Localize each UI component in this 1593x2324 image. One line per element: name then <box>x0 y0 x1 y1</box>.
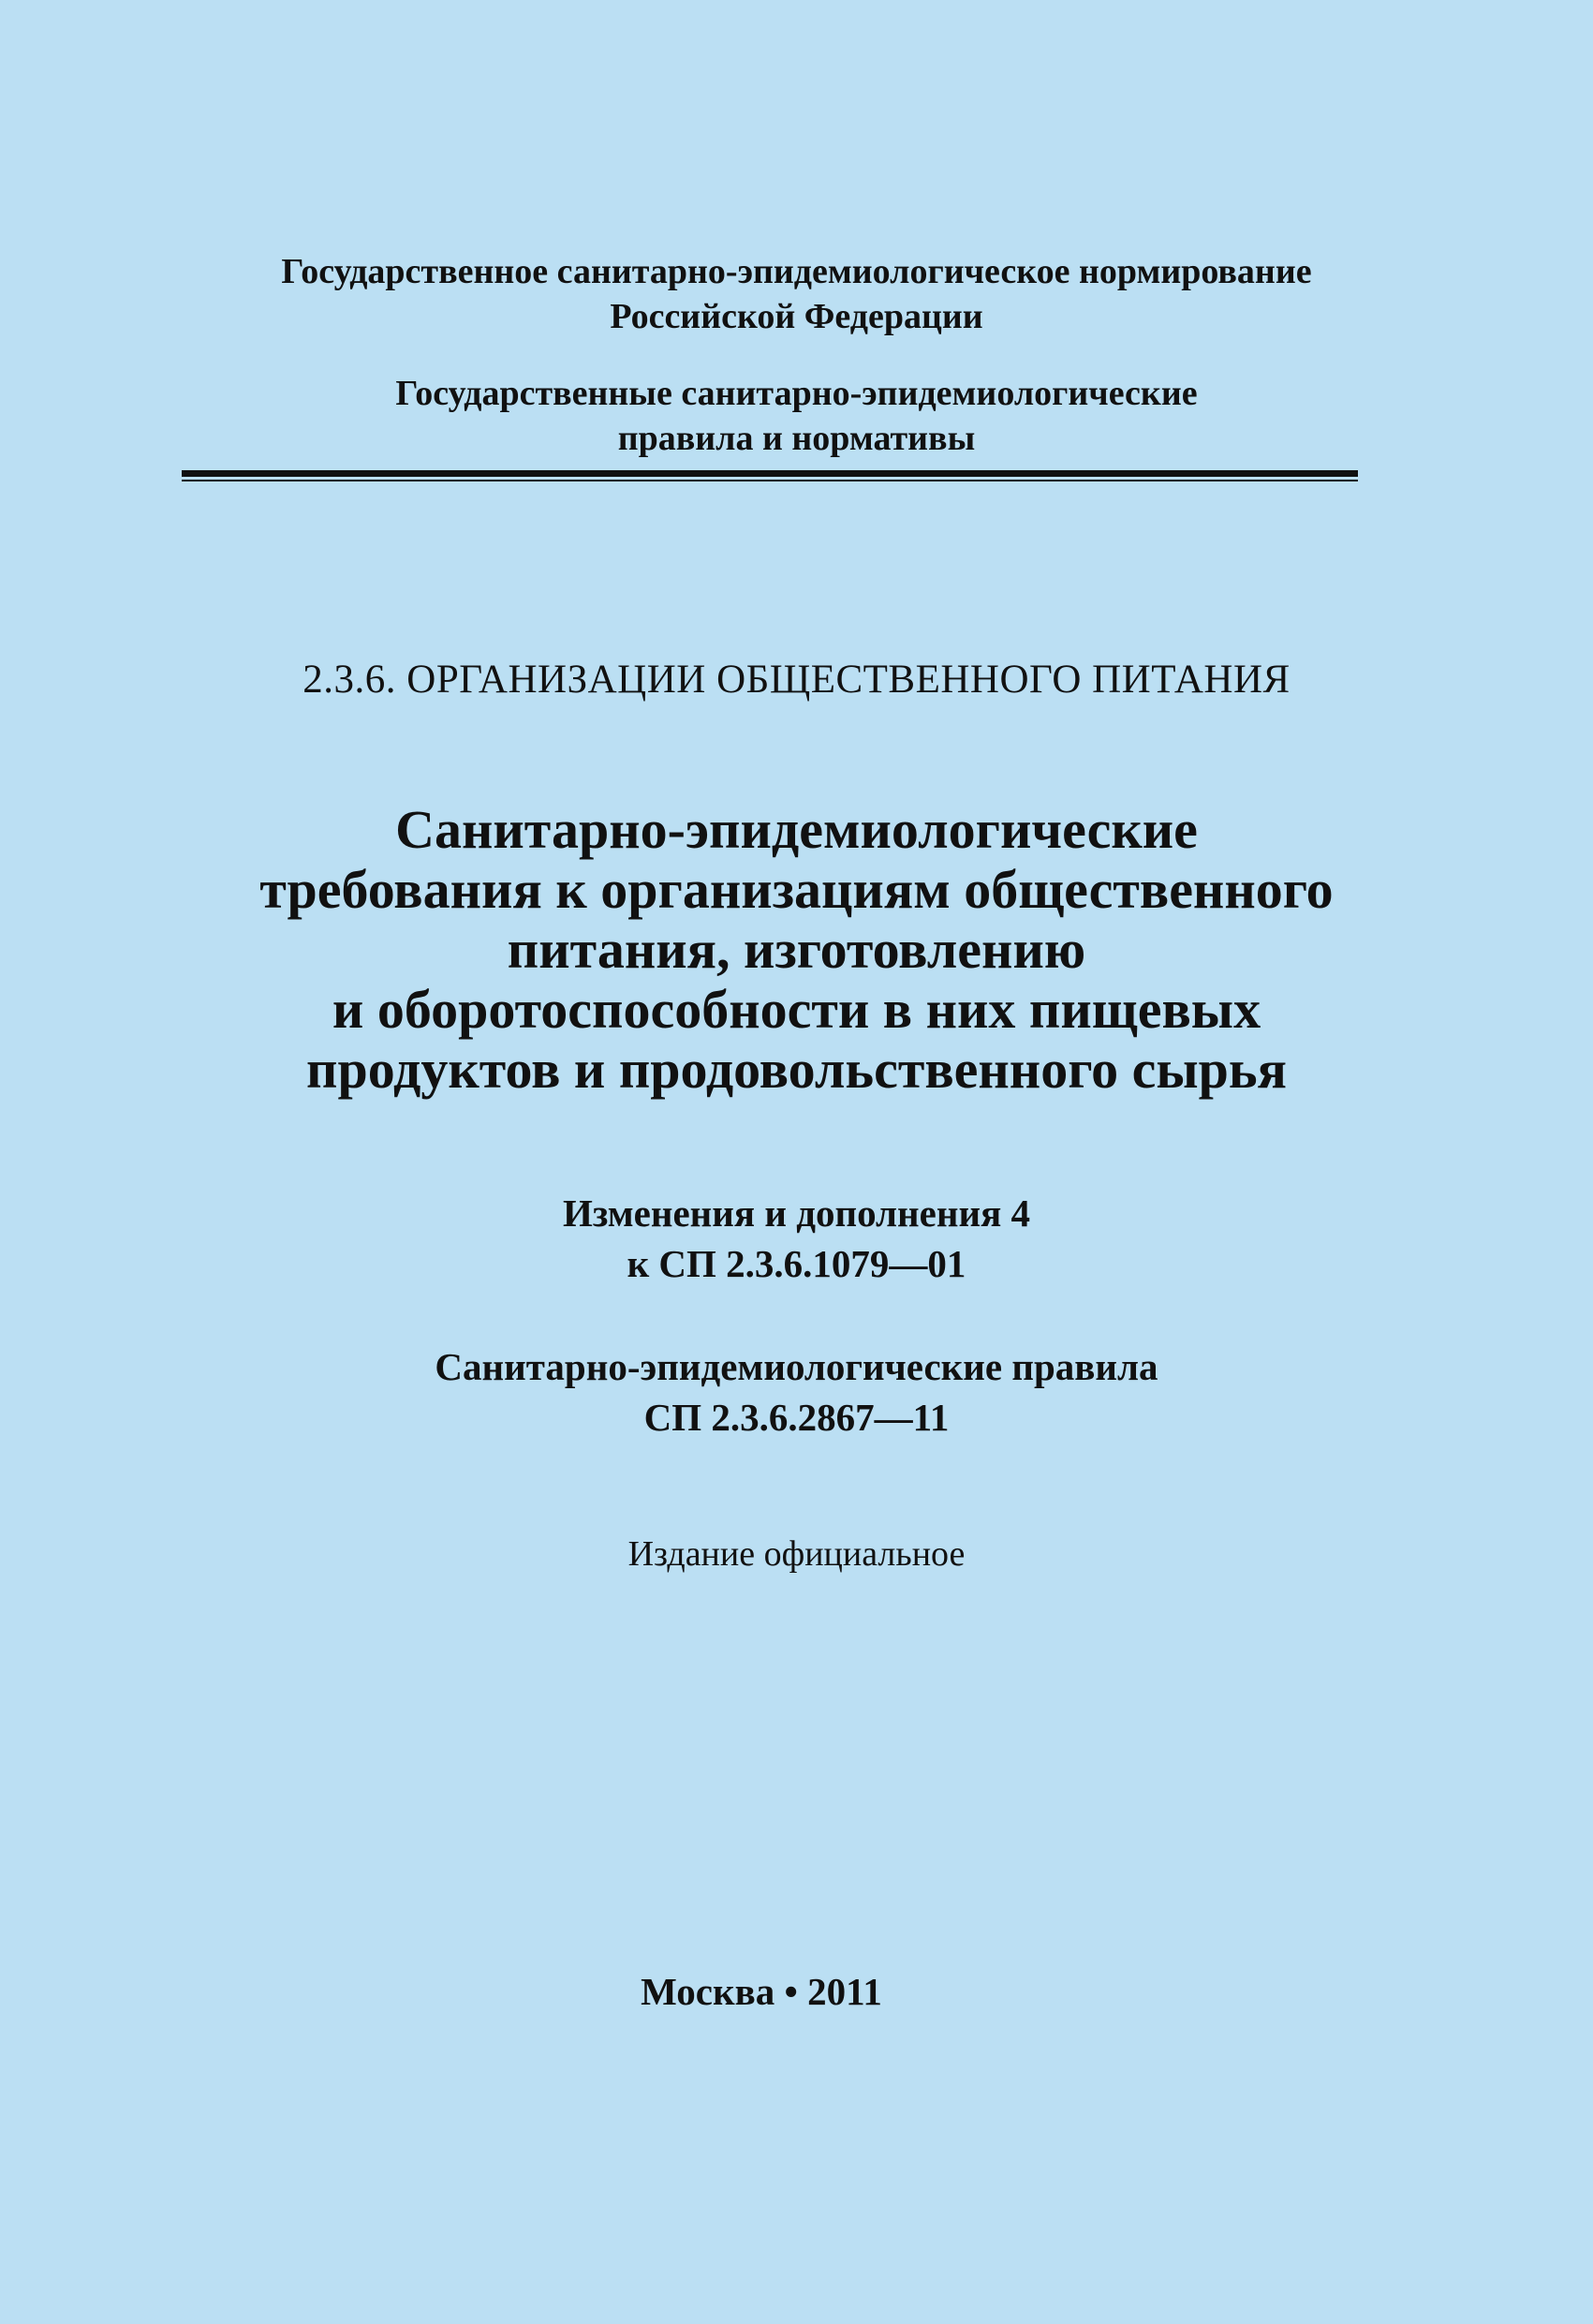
series-heading <box>0 371 1593 461</box>
section-title <box>0 654 1593 706</box>
series-line-1: Государственные санитарно-эпидемиологические <box>395 374 1198 413</box>
amendment-info <box>0 1188 1593 1289</box>
amendment-line-1: Изменения и дополнения 4 <box>562 1192 1031 1235</box>
imprint-city-year: Москва • 2011 <box>641 1970 882 2013</box>
title-line-4: и оборотоспособности в них пищевых <box>332 979 1261 1040</box>
edition-note <box>0 1531 1593 1577</box>
section-title-text: 2.3.6. ОРГАНИЗАЦИИ ОБЩЕСТВЕННОГО ПИТАНИЯ <box>302 658 1291 702</box>
issuer-line-2: Российской Федерации <box>610 297 983 336</box>
rules-designation <box>0 1341 1593 1443</box>
title-line-2: требования к организациям общественного <box>259 859 1334 920</box>
title-line-1: Санитарно-эпидемиологические <box>395 799 1198 860</box>
document-title <box>0 800 1593 1100</box>
edition-text: Издание официальное <box>627 1534 966 1574</box>
amendment-line-2: к СП 2.3.6.1079—01 <box>627 1242 966 1285</box>
header-divider-thick <box>182 470 1358 477</box>
imprint <box>0 1965 1523 2018</box>
issuer-line-1: Государственное санитарно-эпидемиологическое нормирование <box>281 252 1312 291</box>
series-line-2: правила и нормативы <box>617 419 976 458</box>
rules-type: Санитарно-эпидемиологические правила <box>435 1345 1158 1388</box>
header-divider <box>182 470 1358 481</box>
rules-code: СП 2.3.6.2867—11 <box>643 1396 950 1439</box>
title-line-5: продуктов и продовольственного сырья <box>306 1039 1287 1100</box>
header-divider-thin <box>182 480 1358 481</box>
title-line-3: питания, изготовлению <box>507 919 1086 980</box>
issuer-heading <box>0 249 1593 339</box>
